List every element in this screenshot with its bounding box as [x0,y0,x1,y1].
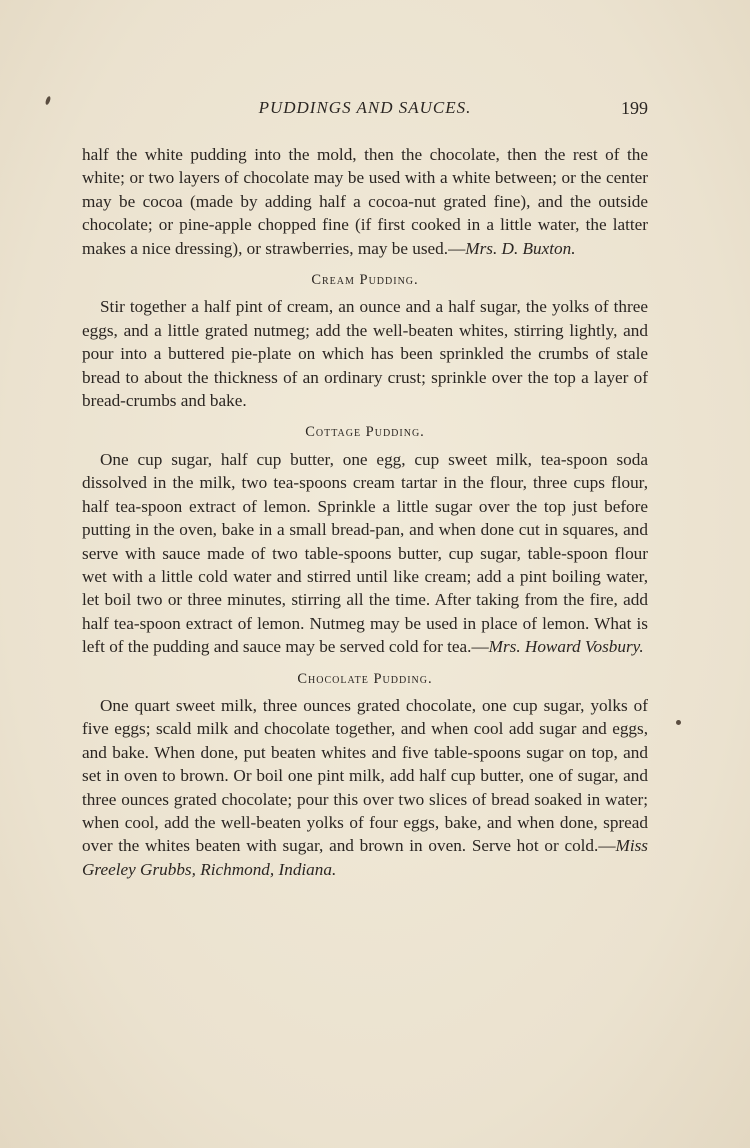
paragraph-text: One cup sugar, half cup butter, one egg, cup sweet milk, tea-spoon soda dissolved in the milk, two tea-spoons cream tartar in the flour, three cups flour, half tea-spoon extract of lemon. Sprinkle a little sugar over the top just before putting in the oven, bake in a small bread-pan, and when done cut in squares, and serve with sauce made of two table-spoons butter, cup sugar, table-spoon flour wet with a little cold water and stirred until like cream; add a pint boiling water, let boil two or three minutes, stirring all the time. After taking from the fire, add half tea-spoon extract of lemon. Nutmeg may be used in place of lemon. What is left of the pudding and sauce may be served cold for tea.— [82,449,648,657]
recipe-paragraph [82,694,648,881]
attribution: Mrs. Howard Vosbury. [488,637,644,657]
attribution: Miss Greeley Grubbs, Richmond, Indiana. [82,836,648,879]
page-number: 199 [621,98,648,118]
ink-speck [676,720,681,725]
page-body [82,143,648,881]
recipe-paragraph [82,295,648,412]
paragraph-text: One quart sweet milk, three ounces grated chocolate, one cup sugar, yolks of five eggs; scald milk and chocolate together, and when cool add sugar and eggs, and bake. When done, put beaten whites and five table-spoons sugar on top, and set in oven to brown. Or boil one pint milk, add half cup butter, one of sugar, and three ounces grated chocolate; pour this over two slices of bread soaked in water; when cool, add the well-beaten yolks of four eggs, bake, and when done, spread over the whites beaten with sugar, and brown in oven. Serve hot or cold.— [82,695,648,856]
recipe-title: Cream Pudding. [311,272,419,289]
running-title: PUDDINGS AND SAUCES. [258,98,472,117]
ink-speck [45,96,52,106]
running-header [82,98,648,124]
recipe-paragraph [82,448,648,659]
paragraph-text: half the white pudding into the mold, then the chocolate, then the rest of the white; or two layers of chocolate may be used with a white between; or the center may be cocoa (made by adding half a cocoa-nut grated fine), and the outside chocolate; or pine-apple chopped fine (if first cooked in a little water, the latter makes a nice dressing), or strawberries, may be used.— [82,145,648,258]
recipe-title: Cottage Pudding. [305,424,425,441]
continuation-paragraph [82,143,648,260]
recipe-title: Chocolate Pudding. [297,670,433,687]
attribution: Mrs. D. Buxton. [465,238,576,258]
paragraph-text: Stir together a half pint of cream, an ounce and a half sugar, the yolks of three eggs, and a little grated nutmeg; add the well-beaten whites, stirring lightly, and pour into a buttered pie-plate on which has been sprinkled the crumbs of stale bread to about the thickness of an ordinary crust; sprinkle over the top a layer of bread-crumbs and bake. [82,297,648,411]
